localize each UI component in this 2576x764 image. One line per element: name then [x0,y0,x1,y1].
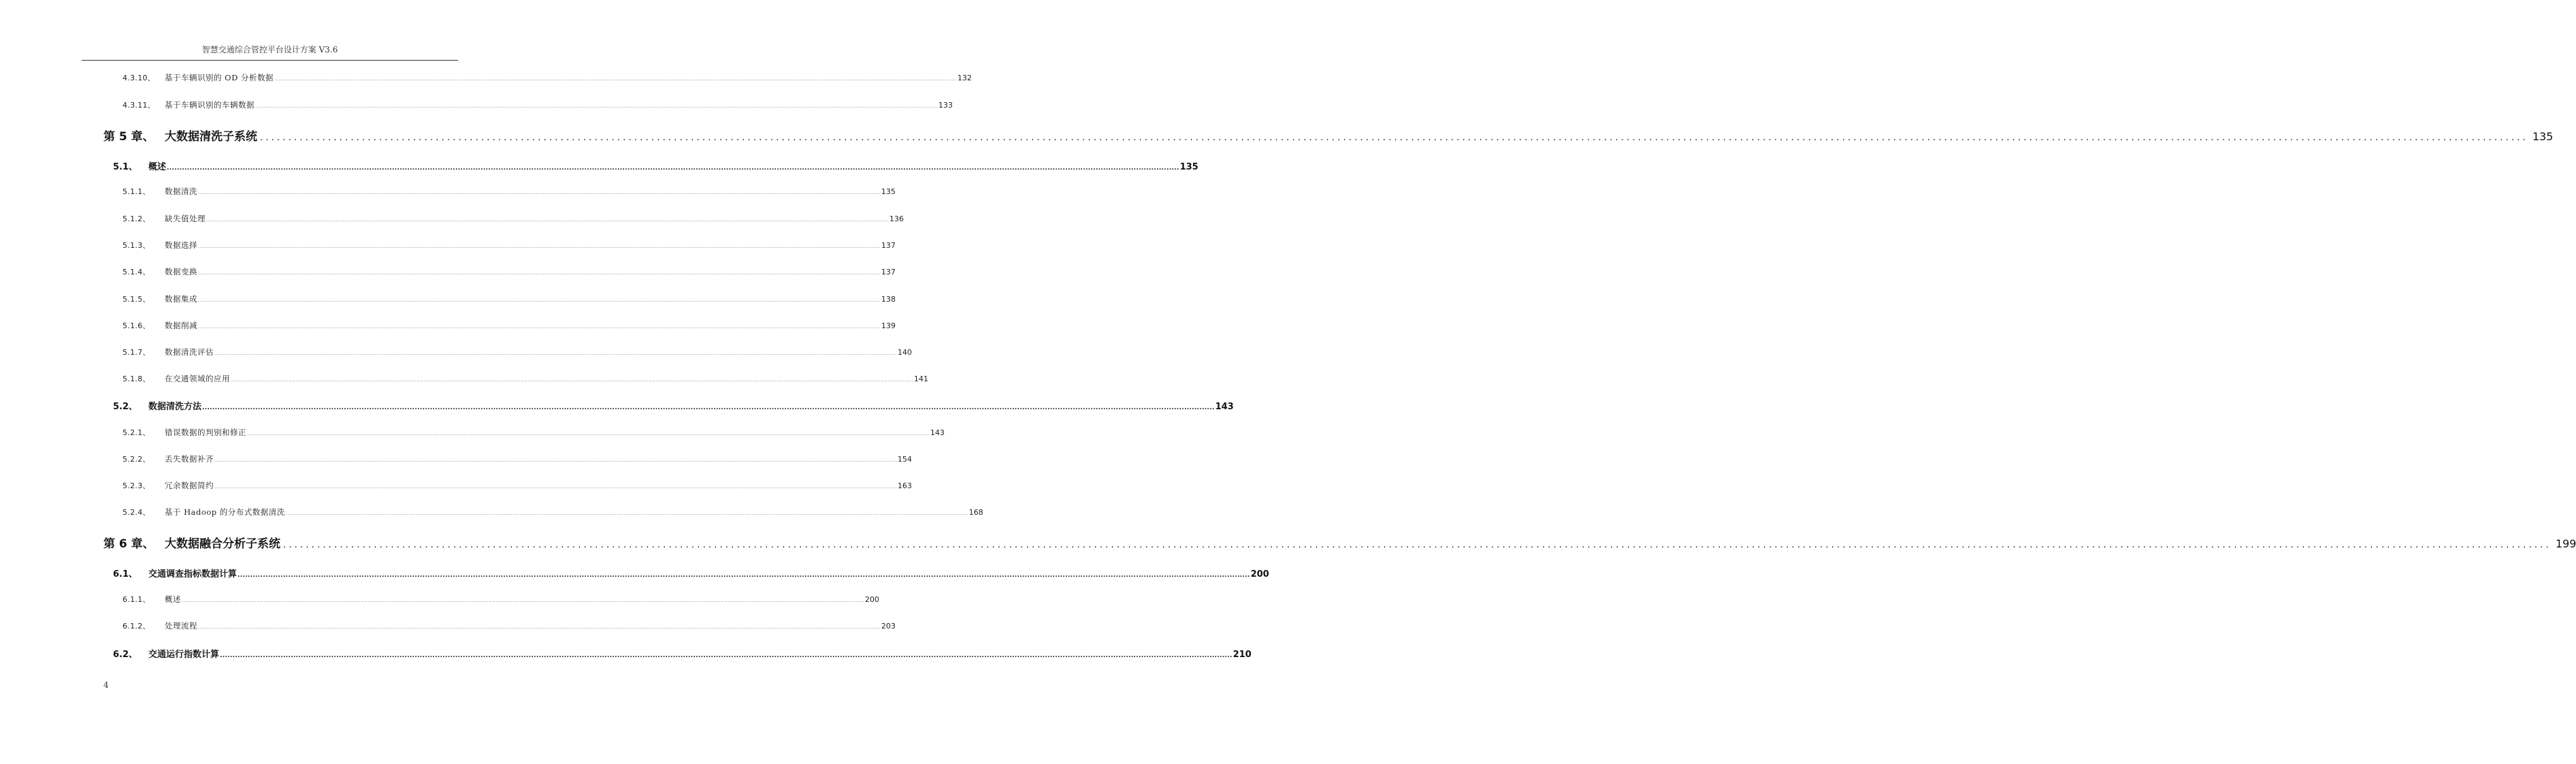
toc-entry-number: 5.1.4、 [123,268,150,276]
toc-entry-number: 5.2.1、 [123,428,150,437]
toc-entry[interactable] [123,293,896,304]
toc-entry-title: 概述 [148,162,167,172]
toc-entry-page: 163 [897,481,912,490]
toc-entry[interactable] [113,159,1199,172]
toc-entry-page: 141 [913,375,928,383]
toc-entry-title: 基于车辆识别的车辆数据 [165,100,255,110]
toc-entry-title: 数据削减 [165,321,197,330]
toc-entry-page: 137 [881,268,896,276]
toc-entry-page: 135 [1179,162,1199,172]
toc-entry-page: 143 [1215,402,1234,412]
toc-dot-leader: ................................................................................................................................................................................................................................................................................................................................................................................................................ [198,298,881,303]
toc-entry[interactable] [123,99,953,110]
toc-entry-page: 143 [930,428,945,437]
toc-dot-leader: ................................................................................................................................................................................................................................................................................................................................................................................................................ [214,351,897,356]
toc-entry[interactable] [123,507,983,518]
toc-entry[interactable] [103,127,2554,144]
toc-entry[interactable] [123,72,972,83]
toc-entry-number: 5.1.8、 [123,375,150,383]
toc-dot-leader: ................................................................................................................................................................................................................................................................................................................................................................................................................ [231,378,913,383]
toc-entry-number: 5.1、 [113,162,138,172]
toc-entry[interactable] [123,427,945,438]
toc-entry-page: 132 [957,74,972,82]
toc-entry-page: 203 [881,622,896,631]
toc-entry-page: 137 [881,241,896,250]
toc-entry-number: 5.2.4、 [123,508,150,517]
toc-entry[interactable] [103,534,2576,551]
toc-entry-title: 基于 Hadoop 的分布式数据清洗 [165,507,285,517]
toc-entry-title: 数据清洗评估 [165,347,214,357]
toc-entry-title: 交通调查指标数据计算 [148,569,238,579]
toc-entry-number: 第 5 章、 [103,130,154,144]
toc-entry-title: 缺失值处理 [165,214,206,223]
toc-entry-title: 大数据融合分析子系统 [165,537,280,551]
toc-entry-number: 5.2.3、 [123,481,150,490]
toc-dot-leader: ................................................................................................................................................................................................................................................................................................................................................................................................................ [206,218,889,223]
toc-entry-number: 4.3.11、 [123,101,156,110]
toc-dot-leader: ................................................................................................................................................................................................................................................................................................................................................................................................................ [283,540,2551,550]
toc-entry-page: 200 [864,595,879,604]
toc-entry-number: 5.1.1、 [123,187,150,196]
toc-dot-leader: ................................................................................................................................................................................................................................................................................................................................................................................................................ [202,404,1215,411]
toc-entry-number: 5.1.5、 [123,295,150,304]
toc-entry[interactable] [123,266,896,277]
toc-entry-number: 6.1.1、 [123,595,150,604]
toc-dot-leader: ................................................................................................................................................................................................................................................................................................................................................................................................................ [285,511,968,516]
toc-entry[interactable] [123,594,879,605]
toc-dot-leader: ................................................................................................................................................................................................................................................................................................................................................................................................................ [167,165,1179,172]
toc-entry-page: 168 [968,508,983,517]
toc-entry-number: 6.2、 [113,650,138,660]
toc-entry-title: 处理流程 [165,621,197,631]
toc-entry-title: 在交通领域的应用 [165,374,230,383]
toc-entry-title: 数据选择 [165,240,197,250]
toc-entry-page: 200 [1250,569,1269,579]
toc-entry-number: 5.1.7、 [123,348,150,357]
toc-entry-title: 冗余数据简约 [165,481,214,490]
toc-entry-number: 5.2、 [113,402,138,412]
toc-dot-leader: ................................................................................................................................................................................................................................................................................................................................................................................................................ [182,599,864,603]
toc-entry-title: 交通运行指数计算 [148,650,220,660]
toc-entry-page: 135 [2532,130,2554,143]
toc-entry-title: 基于车辆识别的 OD 分析数据 [165,73,274,82]
header-divider [82,60,458,61]
toc-entry[interactable] [113,647,1252,660]
toc-dot-leader: ................................................................................................................................................................................................................................................................................................................................................................................................................ [220,652,1233,659]
toc-entry-number: 6.1、 [113,569,138,579]
toc-entry-page: 133 [938,101,953,110]
toc-entry-title: 概述 [165,594,181,604]
toc-dot-leader: ................................................................................................................................................................................................................................................................................................................................................................................................................ [198,244,881,249]
toc-entry[interactable] [123,186,896,197]
toc-entry-number: 6.1.2、 [123,622,150,631]
toc-entry[interactable] [113,399,1234,412]
toc-entry-page: 135 [881,187,896,196]
toc-entry-number: 4.3.10、 [123,74,156,82]
toc-entry-page: 210 [1233,650,1252,660]
toc-entry[interactable] [113,567,1269,579]
toc-dot-leader: ................................................................................................................................................................................................................................................................................................................................................................................................................ [247,432,930,436]
page-number: 4 [103,680,109,690]
toc-entry-number: 第 6 章、 [103,537,154,551]
toc-entry[interactable] [123,373,928,384]
toc-dot-leader: ................................................................................................................................................................................................................................................................................................................................................................................................................ [238,572,1250,579]
toc-dot-leader: ................................................................................................................................................................................................................................................................................................................................................................................................................ [198,191,881,195]
toc-entry[interactable] [123,213,904,224]
toc-dot-leader: ................................................................................................................................................................................................................................................................................................................................................................................................................ [214,458,897,463]
toc-entry-page: 136 [889,214,904,223]
toc-entry[interactable] [123,320,896,331]
toc-entry-title: 大数据清洗子系统 [165,130,257,144]
toc-dot-leader: ................................................................................................................................................................................................................................................................................................................................................................................................................ [198,271,881,276]
toc-entry-title: 丢失数据补齐 [165,454,214,464]
toc-entry-page: 140 [897,348,912,357]
toc-entry[interactable] [123,347,912,357]
toc-entry[interactable] [123,620,896,631]
toc-entry-page: 139 [881,321,896,330]
page-header-title: 智慧交通综合管控平台设计方案 V3.6 [201,45,338,54]
toc-entry-page: 138 [881,295,896,304]
toc-entry-number: 5.2.2、 [123,455,150,464]
toc-dot-leader: ................................................................................................................................................................................................................................................................................................................................................................................................................ [255,104,938,109]
toc-dot-leader: ................................................................................................................................................................................................................................................................................................................................................................................................................ [198,325,881,330]
toc-entry-number: 5.1.3、 [123,241,150,250]
toc-dot-leader: ................................................................................................................................................................................................................................................................................................................................................................................................................ [214,485,897,490]
toc-entry[interactable] [123,240,896,251]
toc-entry[interactable] [123,453,912,464]
toc-entry-title: 数据清洗方法 [148,402,202,412]
toc-entry-title: 数据变换 [165,267,197,276]
toc-entry-number: 5.1.6、 [123,321,150,330]
toc-entry-title: 数据清洗 [165,187,197,196]
toc-entry-title: 错误数据的判别和修正 [165,428,246,437]
toc-entry[interactable] [123,480,912,491]
toc-entry-page: 199 [2555,537,2576,550]
toc-dot-leader: ................................................................................................................................................................................................................................................................................................................................................................................................................ [260,133,2528,143]
toc-entry-title: 数据集成 [165,294,197,304]
toc-entry-number: 5.1.2、 [123,214,150,223]
toc-dot-leader: ................................................................................................................................................................................................................................................................................................................................................................................................................ [274,77,957,82]
toc-entry-page: 154 [897,455,912,464]
toc-dot-leader: ................................................................................................................................................................................................................................................................................................................................................................................................................ [198,625,881,630]
